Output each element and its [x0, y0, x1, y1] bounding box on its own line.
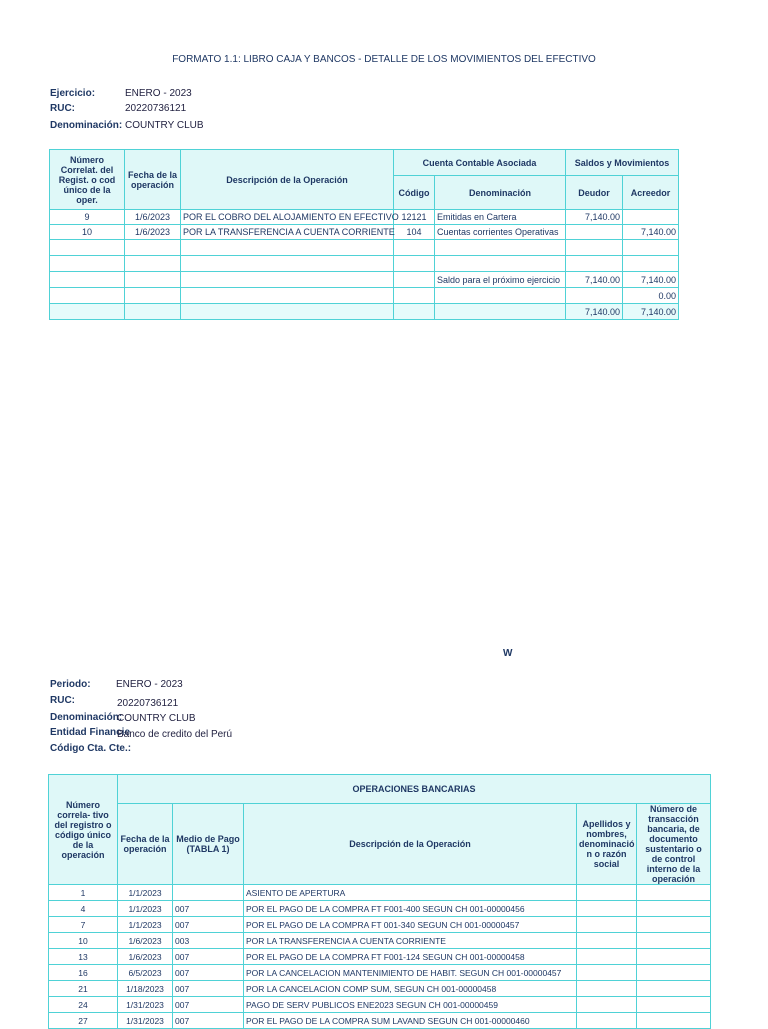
cell-desc: POR EL PAGO DE LA COMPRA FT F001-400 SEGUN CH 001-00000456: [244, 901, 577, 917]
cell-empty: [637, 933, 711, 949]
table-row: [50, 240, 679, 256]
table-row: [49, 885, 711, 901]
cell-medio: 003: [173, 933, 244, 949]
header-saldos: Saldos y Movimientos: [566, 150, 679, 176]
cell-medio: 007: [173, 981, 244, 997]
total-acreedor: 7,140.00: [623, 304, 679, 320]
cell-fecha: 1/6/2023: [118, 933, 173, 949]
cell-empty: [577, 981, 637, 997]
header-descripcion: Descripción de la Operación: [181, 150, 394, 210]
cell-num: 9: [50, 210, 125, 225]
cell-empty: [577, 933, 637, 949]
cell-fecha: 1/1/2023: [118, 917, 173, 933]
table-row: [50, 256, 679, 272]
table-row: [49, 997, 711, 1013]
cell-desc: POR EL PAGO DE LA COMPRA FT 001-340 SEGUN CH 001-00000457: [244, 917, 577, 933]
saldo-deudor: 7,140.00: [566, 272, 623, 288]
ruc-label: RUC:: [50, 103, 75, 114]
cell-desc: POR LA CANCELACION COMP SUM, SEGUN CH 001-00000458: [244, 981, 577, 997]
cell-medio: [173, 885, 244, 901]
cell-empty: [637, 965, 711, 981]
table-row: [49, 933, 711, 949]
bank-operations-table: [48, 774, 711, 1029]
cell-num: 27: [49, 1013, 118, 1029]
header-numero: Número Correlat. del Regist. o cod único de la oper.: [50, 150, 125, 210]
total-deudor: 7,140.00: [566, 304, 623, 320]
denominacion-value: COUNTRY CLUB: [125, 120, 204, 131]
cell-empty: [637, 949, 711, 965]
table-row: [49, 1013, 711, 1029]
header-apellidos: Apellidos y nombres, denominació n o razón social: [577, 804, 637, 885]
header-acreedor: Acreedor: [623, 176, 679, 210]
cell-empty: [637, 917, 711, 933]
cell-empty: [637, 885, 711, 901]
cell-fecha: 1/6/2023: [125, 225, 181, 240]
cell-codigo: 104: [394, 225, 435, 240]
cell-codigo: 12121: [394, 210, 435, 225]
cell-empty: [577, 997, 637, 1013]
cell-medio: 007: [173, 1013, 244, 1029]
cell-desc: POR EL PAGO DE LA COMPRA SUM LAVAND SEGUN CH 001-00000460: [244, 1013, 577, 1029]
cell-empty: [577, 949, 637, 965]
ruc2-label: RUC:: [50, 695, 75, 706]
cell-deudor: 7,140.00: [566, 210, 623, 225]
table-row: [49, 917, 711, 933]
header-fecha: Fecha de la operación: [125, 150, 181, 210]
saldo-label: Saldo para el próximo ejercicio: [435, 272, 566, 288]
cell-empty: [577, 901, 637, 917]
header-medio-pago: Medio de Pago (TABLA 1): [173, 804, 244, 885]
table-row: [49, 901, 711, 917]
cell-medio: 007: [173, 917, 244, 933]
cell-desc: PAGO DE SERV PUBLICOS ENE2023 SEGUN CH 001-00000459: [244, 997, 577, 1013]
header-denominacion: Denominación: [435, 176, 566, 210]
cell-fecha: 1/6/2023: [118, 949, 173, 965]
cash-bank-table: [49, 149, 679, 320]
denominacion2-value: COUNTRY CLUB: [117, 713, 196, 724]
cell-fecha: 1/1/2023: [118, 901, 173, 917]
cell-desc: POR EL PAGO DE LA COMPRA FT F001-124 SEGUN CH 001-00000458: [244, 949, 577, 965]
entidad-label: Entidad Financie: [50, 727, 131, 738]
saldo-acreedor: 7,140.00: [623, 272, 679, 288]
ruc-value: 20220736121: [125, 103, 187, 114]
header-transaccion: Número de transacción bancaria, de documento sustentario o de control interno de la operación: [637, 804, 711, 885]
cell-denom: Cuentas corrientes Operativas: [435, 225, 566, 240]
denominacion-label: Denominación:: [50, 120, 123, 131]
header-descripcion-operacion: Descripción de la Operación: [244, 804, 577, 885]
cell-fecha: 6/5/2023: [118, 965, 173, 981]
cell-num: 21: [49, 981, 118, 997]
cell-num: 1: [49, 885, 118, 901]
saldo-row: [50, 272, 679, 288]
cell-medio: 007: [173, 965, 244, 981]
entidad-value: Banco de credito del Perú: [117, 729, 233, 740]
total-row: [50, 304, 679, 320]
cell-empty: [577, 917, 637, 933]
cell-medio: 007: [173, 997, 244, 1013]
cell-empty: [577, 1013, 637, 1029]
page-title: FORMATO 1.1: LIBRO CAJA Y BANCOS - DETALLE DE LOS MOVIMIENTOS DEL EFECTIVO: [172, 54, 596, 65]
table-row: [49, 965, 711, 981]
cell-num: 24: [49, 997, 118, 1013]
header-fecha-operacion: Fecha de la operación: [118, 804, 173, 885]
cell-acreedor: 7,140.00: [623, 225, 679, 240]
header-deudor: Deudor: [566, 176, 623, 210]
cell-empty: [637, 901, 711, 917]
cell-empty: [577, 965, 637, 981]
cell-desc: POR EL COBRO DEL ALOJAMIENTO EN EFECTIVO: [181, 210, 394, 225]
table-row: [50, 225, 679, 240]
ejercicio-value: ENERO - 2023: [125, 88, 192, 99]
cell-empty: [637, 997, 711, 1013]
cell-empty: [577, 885, 637, 901]
cell-acreedor: [623, 210, 679, 225]
cell-num: 7: [49, 917, 118, 933]
cell-fecha: 1/31/2023: [118, 1013, 173, 1029]
table-row: [49, 981, 711, 997]
w-mark: W: [503, 648, 513, 659]
cell-fecha: 1/18/2023: [118, 981, 173, 997]
cell-deudor: [566, 225, 623, 240]
cell-fecha: 1/6/2023: [125, 210, 181, 225]
cell-num: 10: [50, 225, 125, 240]
cell-fecha: 1/1/2023: [118, 885, 173, 901]
header-codigo: Código: [394, 176, 435, 210]
codigo-cta-label: Código Cta. Cte.:: [50, 743, 132, 754]
cell-num: 4: [49, 901, 118, 917]
cell-num: 16: [49, 965, 118, 981]
diff-row: [50, 288, 679, 304]
cell-desc: POR LA CANCELACION MANTENIMIENTO DE HABIT. SEGUN CH 001-00000457: [244, 965, 577, 981]
cell-empty: [637, 981, 711, 997]
ejercicio-label: Ejercicio:: [50, 88, 96, 99]
denominacion2-label: Denominación:: [50, 712, 123, 723]
cell-fecha: 1/31/2023: [118, 997, 173, 1013]
header-numero-correlativo: Número correla- tivo del registro o código único de la operación: [49, 775, 118, 885]
ruc2-value: 20220736121: [117, 698, 179, 709]
cell-medio: 007: [173, 901, 244, 917]
cell-denom: Emitidas en Cartera: [435, 210, 566, 225]
header-operaciones-bancarias: OPERACIONES BANCARIAS: [118, 775, 711, 804]
cell-desc: POR LA TRANSFERENCIA A CUENTA CORRIENTE: [181, 225, 394, 240]
cell-num: 10: [49, 933, 118, 949]
periodo-value: ENERO - 2023: [116, 679, 183, 690]
cell-num: 13: [49, 949, 118, 965]
cell-medio: 007: [173, 949, 244, 965]
table-row: [50, 210, 679, 225]
periodo-label: Periodo:: [50, 679, 91, 690]
table-row: [49, 949, 711, 965]
cell-desc: ASIENTO DE APERTURA: [244, 885, 577, 901]
cell-empty: [637, 1013, 711, 1029]
header-cuenta-contable: Cuenta Contable Asociada: [394, 150, 566, 176]
cell-desc: POR LA TRANSFERENCIA A CUENTA CORRIENTE: [244, 933, 577, 949]
diff-value: 0.00: [623, 288, 679, 304]
